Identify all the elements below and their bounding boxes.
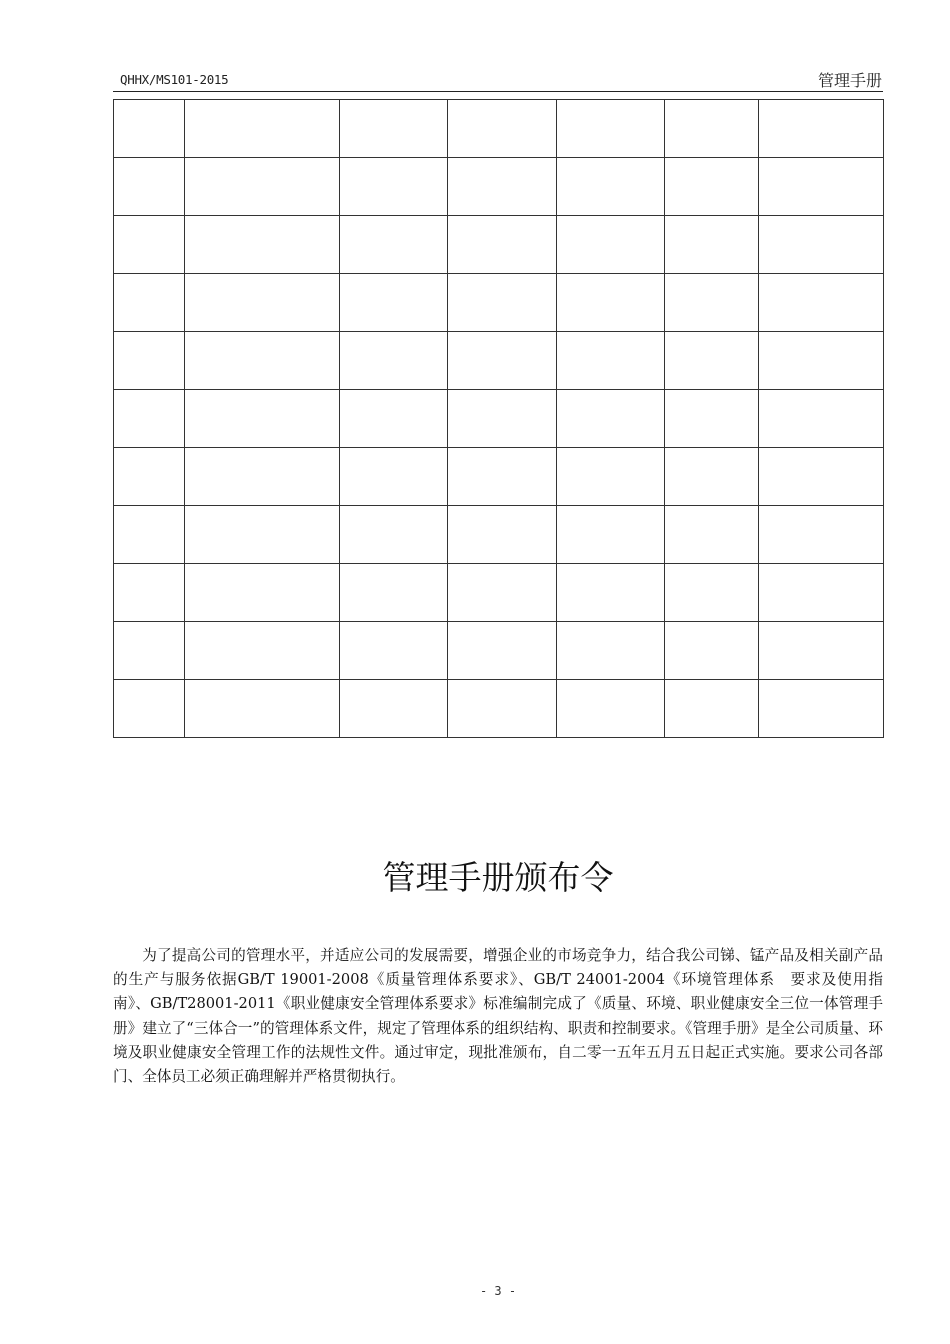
table-cell [665,332,759,390]
table-cell [114,100,185,158]
table-cell [114,448,185,506]
header-doc-title: 管理手册 [817,71,882,90]
table-row [114,390,884,448]
table-cell [185,680,340,738]
table-cell [340,506,448,564]
table-cell [448,564,557,622]
table-cell [759,332,884,390]
table-cell [114,390,185,448]
table-cell [557,506,665,564]
table-cell [114,332,185,390]
table-cell [340,564,448,622]
table-cell [665,274,759,332]
table-cell [557,448,665,506]
table-cell [185,100,340,158]
table-cell [665,216,759,274]
table-row [114,274,884,332]
table-cell [448,390,557,448]
header-rule [113,91,883,92]
record-table [113,99,884,738]
table-cell [185,216,340,274]
table-cell [340,274,448,332]
table-cell [759,506,884,564]
table-cell [114,622,185,680]
table-cell [114,216,185,274]
table-cell [114,274,185,332]
table-cell [185,390,340,448]
table-cell [340,680,448,738]
table-cell [759,100,884,158]
table-cell [665,100,759,158]
table-cell [759,390,884,448]
table-cell [448,332,557,390]
table-row [114,564,884,622]
table-cell [340,622,448,680]
table-cell [448,506,557,564]
table-row [114,448,884,506]
table-cell [185,506,340,564]
table-cell [665,622,759,680]
table-cell [185,622,340,680]
table-cell [665,158,759,216]
table-cell [759,680,884,738]
table-cell [448,216,557,274]
section-title: 管理手册颁布令 [382,858,614,897]
table-cell [665,448,759,506]
table-cell [340,390,448,448]
table-cell [759,274,884,332]
section-paragraph: 为了提高公司的管理水平，并适应公司的发展需要，增强企业的市场竞争力，结合我公司锑、锰产品及相关副产品的生产与服务依据GB/T 19001-2008《质量管理体系要求》、GB/T 24001-2004《环境管理体系 要求及使用指南》、GB/T28001-2011《职业健康安全管理体系要求》标准编制完成了《质量、环境、职业健康安全三位一体管理手册》建立了“三体合一”的管理体系文件，规定了管理体系的组织结构、职责和控制要求。《管理手册》是全公司质量、环境及职业健康安全管理工作的法规性文件。通过审定，现批准颁布，自二零一五年五月五日起正式实施。要求公司各部门、全体员工必须正确理解并严格贯彻执行。 [113,947,883,1086]
table-cell [759,622,884,680]
table-cell [665,680,759,738]
table-cell [557,680,665,738]
table-row [114,158,884,216]
table-cell [448,448,557,506]
table-cell [557,216,665,274]
table-row [114,506,884,564]
table-cell [185,448,340,506]
table-cell [557,100,665,158]
table-cell [448,158,557,216]
table-cell [448,622,557,680]
table-row [114,332,884,390]
table-cell [185,274,340,332]
table-cell [340,332,448,390]
table-cell [665,390,759,448]
table-cell [340,100,448,158]
table-cell [557,622,665,680]
table-cell [114,680,185,738]
table-cell [185,158,340,216]
table-cell [340,158,448,216]
table-row [114,100,884,158]
table-cell [448,274,557,332]
table-cell [114,506,185,564]
table-row [114,680,884,738]
table-cell [557,274,665,332]
table-cell [340,448,448,506]
table-cell [185,564,340,622]
table-cell [759,216,884,274]
record-table-body [114,100,884,738]
table-cell [114,158,185,216]
table-cell [759,158,884,216]
table-row [114,216,884,274]
table-cell [448,100,557,158]
table-cell [114,564,185,622]
table-cell [557,332,665,390]
table-cell [665,506,759,564]
table-cell [448,680,557,738]
header-doc-code: QHHX/MS101-2015 [120,72,229,87]
page-number: - 3 - [479,1284,517,1298]
table-cell [557,390,665,448]
table-cell [665,564,759,622]
table-cell [557,564,665,622]
table-row [114,622,884,680]
table-cell [185,332,340,390]
table-cell [557,158,665,216]
table-cell [759,448,884,506]
table-cell [340,216,448,274]
table-cell [759,564,884,622]
